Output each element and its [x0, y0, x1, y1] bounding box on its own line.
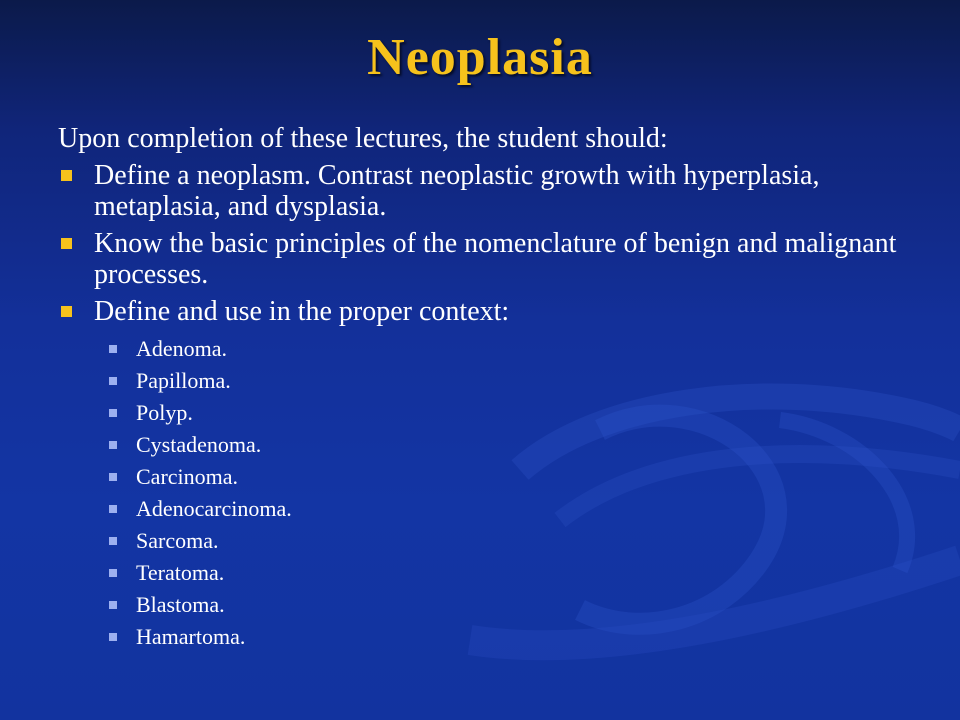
- bullet-item: [58, 228, 918, 290]
- square-bullet-icon: [109, 345, 117, 353]
- square-bullet-icon: [109, 505, 117, 513]
- slide-title: Neoplasia: [367, 29, 593, 86]
- term-item: [108, 333, 918, 365]
- term-text: Sarcoma.: [136, 528, 219, 553]
- term-list: [58, 333, 918, 653]
- term-text: Polyp.: [136, 400, 193, 425]
- square-bullet-icon: [109, 441, 117, 449]
- bullet-text: Define a neoplasm. Contrast neoplastic growth with hyperplasia, metaplasia, and dysplasia.: [94, 160, 820, 222]
- term-item: [108, 493, 918, 525]
- bullet-item: [58, 160, 918, 222]
- square-bullet-icon: [109, 633, 117, 641]
- term-item: [108, 397, 918, 429]
- square-bullet-icon: [61, 238, 72, 249]
- bullet-text: Define and use in the proper context:: [94, 296, 510, 327]
- bullet-text: Know the basic principles of the nomenclature of benign and malignant processes.: [94, 228, 897, 290]
- term-item: [108, 365, 918, 397]
- term-item: [108, 557, 918, 589]
- bullet-item: [58, 296, 918, 327]
- term-text: Blastoma.: [136, 592, 225, 617]
- term-item: [108, 461, 918, 493]
- square-bullet-icon: [109, 537, 117, 545]
- slide-content: [58, 122, 918, 653]
- term-item: [108, 429, 918, 461]
- square-bullet-icon: [109, 473, 117, 481]
- square-bullet-icon: [61, 306, 72, 317]
- square-bullet-icon: [109, 409, 117, 417]
- term-item: [108, 589, 918, 621]
- term-text: Cystadenoma.: [136, 432, 262, 457]
- square-bullet-icon: [109, 601, 117, 609]
- term-text: Adenoma.: [136, 336, 228, 361]
- term-text: Hamartoma.: [136, 624, 246, 649]
- term-text: Adenocarcinoma.: [136, 496, 292, 521]
- intro-text: Upon completion of these lectures, the student should:: [58, 123, 668, 154]
- term-text: Papilloma.: [136, 368, 231, 393]
- term-text: Carcinoma.: [136, 464, 239, 489]
- square-bullet-icon: [61, 170, 72, 181]
- term-item: [108, 525, 918, 557]
- square-bullet-icon: [109, 569, 117, 577]
- term-item: [108, 621, 918, 653]
- square-bullet-icon: [109, 377, 117, 385]
- term-text: Teratoma.: [136, 560, 225, 585]
